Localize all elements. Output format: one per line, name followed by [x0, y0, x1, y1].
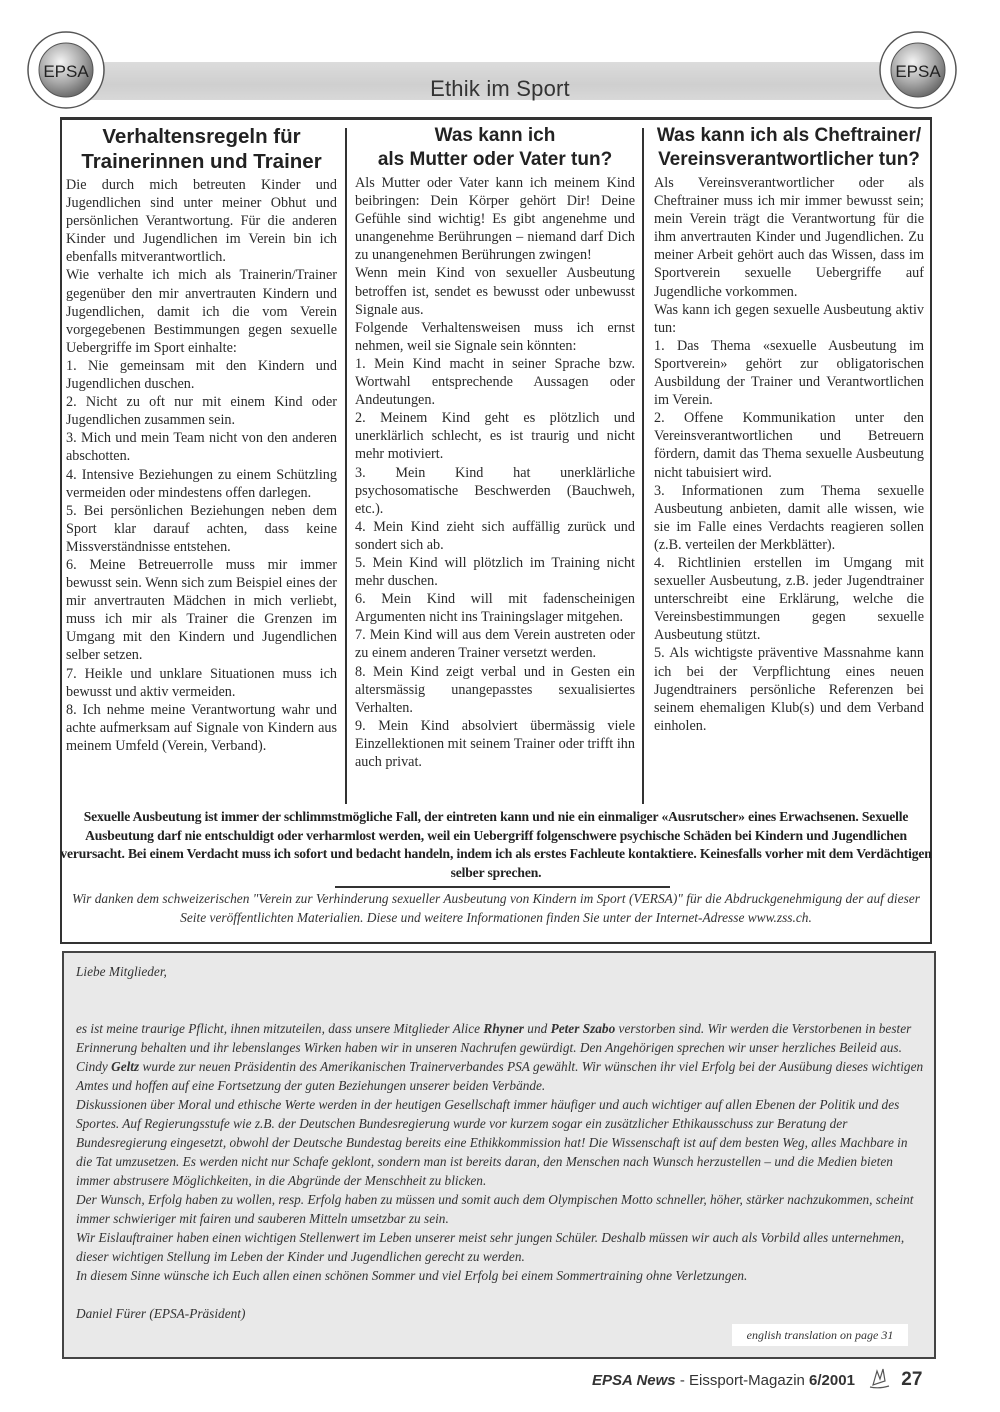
- paragraph: Folgende Verhaltensweisen muss ich ernst nehmen, weil sie Signale sein könnten:: [355, 319, 635, 354]
- signature: Daniel Fürer (EPSA-Präsident): [76, 1306, 246, 1321]
- text-run: wurde zur neuen Präsidentin des Amerikanischen Trainerverbandes PSA gewählt. Wir wünschen ihr viel Erfolg bei der Ausübung dieses wichtigen Amtes und hoffen auf eine Fortsetzung der guten Beziehungen unserer beiden Verbände.: [76, 1059, 924, 1093]
- heading-line: Trainerinnen und Trainer: [81, 150, 322, 173]
- credit-note: Wir danken dem schweizerischen "Verein zur Verhinderung sexueller Ausbeutung von Kindern im Sport (VERSA)" für die Abdruckgenehmigung der auf dieser Seite veröffentlichten Materialien. Diese und weitere Informationen finden Sie unter der Internet-Adresse www.zss.ch.: [72, 891, 920, 925]
- president-letter: [76, 962, 924, 1323]
- logo-text: EPSA: [43, 62, 89, 81]
- publication-name: EPSA News: [592, 1372, 676, 1389]
- paragraph: In diesem Sinne wünsche ich Euch allen einen schönen Sommer und viel Erfolg bei einem Sommertraining ohne Verletzungen.: [76, 1268, 748, 1283]
- heading-line: Was kann ich als Cheftrainer/: [656, 125, 922, 146]
- list-item: 8. Mein Kind zeigt verbal und in Gesten ein altersmässig unangepasstes sexualisiertes Verhalten.: [355, 663, 635, 716]
- member-name: Peter Szabo: [550, 1021, 616, 1036]
- list-item: 1. Nie gemeinsam mit den Kindern und Jugendlichen duschen.: [66, 357, 337, 393]
- list-item: 5. Mein Kind will plötzlich im Training nicht mehr duschen.: [355, 554, 635, 590]
- paragraph: Wenn mein Kind von sexueller Ausbeutung betroffen ist, sendet es bewusst oder unbewusst Signale aus.: [355, 265, 635, 318]
- paragraph: Was kann ich gegen sexuelle Ausbeutung aktiv tun:: [654, 301, 924, 336]
- summary-statement: Sexuelle Ausbeutung ist immer der schlimmstmögliche Fall, der eintreten kann und nie ein einmaliger «Ausrutscher» eines Erwachsenen. Sexuelle Ausbeutung darf nie entschuldigt oder verharmlost werden, weil ein Uebergriff folgenschwere psychische Schäden bei Kindern und Jugendlichen verursacht. Bei einem Verdacht muss ich sofort und bedacht handeln, indem ich als erstes Fachleute kontaktiere. Keinesfalls vorher mit dem Verdächtigen selber sprechen.: [60, 809, 932, 880]
- heading-line: als Mutter oder Vater tun?: [377, 149, 613, 170]
- list-item: 6. Meine Betreuerrolle muss mir immer bewusst sein. Wenn sich zum Beispiel eines der mir anvertrauten Mädchen in mich verliebt, muss ich mir als Trainer die Grenzen im Umgang mit den Kindern und Jugendlichen selber setzen.: [66, 556, 337, 664]
- list-item: 3. Mich und mein Team nicht von den anderen abschotten.: [66, 430, 337, 465]
- issue-number: 6/2001: [809, 1372, 855, 1389]
- list-item: 4. Mein Kind zieht sich auffällig zurück und sondert sich ab.: [355, 518, 635, 553]
- skate-icon: [867, 1365, 893, 1391]
- salutation: Liebe Mitglieder,: [76, 964, 167, 979]
- column-trainer-rules: [66, 124, 337, 755]
- page-footer: [592, 1365, 922, 1391]
- text-run: und: [523, 1021, 551, 1036]
- paragraph: Als Vereinsverantwortlicher oder als Cheftrainer muss ich mir immer bewusst sein; mein Verein trägt die Verantwortung für die ihm anvertrauten Kinder und Jugendlichen. Zu meiner Arbeit gehört auch das Wissen, dass im Sportverein sexuelle Uebergriffe auf Jugendliche vorkommen.: [654, 175, 924, 300]
- divider-rule: [335, 886, 670, 888]
- text-run: verstorben sind. Wir werden die Verstorbenen in bester Erinnerung behalten und ihr lebenslanges Wirken haben wir in unseren Nachrufen gewürdigt. Den Angehörigen sprechen wir unser herzliches Beileid aus.: [76, 1021, 912, 1055]
- epsa-logo: [878, 30, 958, 110]
- column-heading: [654, 124, 924, 172]
- list-item: 8. Ich nehme meine Verantwortung wahr und achte aufmerksam auf Signale von Kindern aus meinem Umfeld (Verein, Verband).: [66, 701, 337, 754]
- paragraph: Der Wunsch, Erfolg haben zu wollen, resp. Erfolg haben zu müssen und somit auch dem Olympischen Motto schneller, höher, stärker nachzukommen, scheint immer schwieriger mit fairen und sauberen Mitteln umsetzbar zu sein.: [76, 1192, 914, 1226]
- list-item: 2. Nicht zu oft nur mit einem Kind oder Jugendlichen zusammen sein.: [66, 394, 337, 429]
- page-title: Ethik im Sport: [430, 76, 570, 101]
- paragraph: Diskussionen über Moral und ethische Werte werden in der heutigen Gesellschaft immer häufiger und auch wichtiger auf allen Ebenen der Politik und des Sportes. Auf Regierungsstufe wie z.B. der Deutschen Bundesregierung wurde vor kurzem sogar ein zusätzlicher Ethikausschuss zur Beratung der Bundesregierung eingesetzt, obwohl der Deutsche Bundestag bereits eine Ethikkommission hat! Die Wissenschaft ist auf dem besten Weg, alles Machbare in die Tat umzusetzen. Es werden nicht nur Schafe geklont, sondern man ist bereits daran, den Menschen nach Wunsch herzustellen – und die Medien bieten immer abstrusere Möglichkeiten, in die Abgründe der Menschheit zu blicken.: [76, 1097, 908, 1188]
- paragraph: Wie verhalte ich mich als Trainerin/Trainer gegenüber den mir anvertrauten Kindern und Jugendlichen, damit ich die vom Verein vorgegebenen Bestimmungen gegen sexuelle Uebergriffe im Sport einhalte:: [66, 267, 337, 356]
- column-heading: [66, 124, 337, 174]
- page-number: 27: [901, 1369, 923, 1390]
- list-item: 2. Offene Kommunikation unter den Vereinsverantwortlichen und Betreuern fördern, damit das Thema sexuelle Ausbeutung nicht tabuisiert wird.: [654, 410, 924, 481]
- text-run: Cindy: [76, 1059, 112, 1074]
- paragraph: Wir Eislauftrainer haben einen wichtigen Stellenwert im Leben unserer meist sehr jungen Schüler. Deshalb müssen wir auch als Vorbild alles unternehmen, dieser wichtigen Stellung im Leben der Kinder und Jugendlichen gerecht zu werden.: [76, 1230, 905, 1264]
- list-item: 5. Als wichtigste präventive Massnahme kann ich bei der Verpflichtung eines neuen Jugendtrainers persönliche Referenzen bei seinem ehemaligen Klub(s) und dem Verband einholen.: [654, 645, 924, 734]
- text-run: es ist meine traurige Pflicht, ihnen mitzuteilen, dass unsere Mitglieder Alice: [76, 1021, 484, 1036]
- column-parents: [355, 124, 635, 771]
- logo-text: EPSA: [895, 62, 941, 81]
- column-divider: [345, 128, 347, 804]
- list-item: 7. Heikle und unklare Situationen muss ich bewusst und aktiv vermeiden.: [66, 665, 337, 700]
- list-item: 6. Mein Kind will mit fadenscheinigen Argumenten nicht ins Trainingslager mitgehen.: [355, 591, 635, 626]
- heading-line: Vereinsverantwortlicher tun?: [658, 149, 920, 170]
- list-item: 7. Mein Kind will aus dem Verein austreten oder zu einem anderen Trainer versetzt werden.: [355, 627, 635, 662]
- list-item: 2. Meinem Kind geht es plötzlich und unerklärlich schlecht, es ist traurig und nicht mehr motiviert.: [355, 410, 635, 463]
- paragraph: [76, 1019, 924, 1057]
- list-item: 3. Mein Kind hat unerklärliche psychosomatische Beschwerden (Bauchweh, etc.).: [355, 464, 635, 517]
- list-item: 4. Richtlinien erstellen im Umgang mit sexueller Ausbeutung, z.B. jeder Jugendtrainer unterschreibt eine Erklärung, welche die Vereinsbestimmungen gegen sexuelle Ausbeutung stützt.: [654, 554, 924, 644]
- publication-subtitle: - Eissport-Magazin: [675, 1372, 810, 1389]
- epsa-logo: [26, 30, 106, 110]
- column-head-coach: [654, 124, 924, 735]
- column-divider: [642, 128, 644, 804]
- member-name: Geltz: [111, 1059, 140, 1074]
- translation-note: english translation on page 31: [732, 1324, 908, 1346]
- paragraph: Die durch mich betreuten Kinder und Jugendlichen sind unter meiner Obhut und persönlichen Verantwortung. Für die anderen Kinder und Jugendlichen im Verein bin ich ebenfalls mitverantwortlich.: [66, 177, 337, 266]
- list-item: 4. Intensive Beziehungen zu einem Schützling vermeiden oder mindestens offen darlegen.: [66, 466, 337, 501]
- list-item: 5. Bei persönlichen Beziehungen neben dem Sport klar darauf achten, dass keine Missverständnisse entstehen.: [66, 502, 337, 555]
- paragraph: Als Mutter oder Vater kann ich meinem Kind beibringen: Dein Körper gehört Dir! Deine Gefühle sind wichtig! Es gibt angenehme und unangenehme Berührungen – niemand darf Dich zu unangenehmen Berührungen zwingen!: [355, 175, 635, 264]
- heading-line: Was kann ich: [434, 125, 556, 146]
- heading-line: Verhaltensregeln für: [102, 125, 301, 148]
- column-heading: [355, 124, 635, 172]
- list-item: 3. Informationen zum Thema sexuelle Ausbeutung anbieten, damit alle wissen, wie sie im Falle eines Verdachts reagieren sollen (z.B. verteilen der Merkblätter).: [654, 482, 924, 553]
- list-item: 1. Das Thema «sexuelle Ausbeutung im Sportverein» gehört zur obligatorischen Ausbildung der Trainer und Verantwortlichen im Verein.: [654, 337, 924, 409]
- member-name: Rhyner: [483, 1021, 524, 1036]
- paragraph: [76, 1057, 924, 1095]
- list-item: 1. Mein Kind macht in seiner Sprache bzw. Wortwahl entsprechende Aussagen oder Andeutungen.: [355, 355, 635, 409]
- list-item: 9. Mein Kind absolviert übermässig viele Einzellektionen mit seinem Trainer oder trifft ihn auch privat.: [355, 717, 635, 770]
